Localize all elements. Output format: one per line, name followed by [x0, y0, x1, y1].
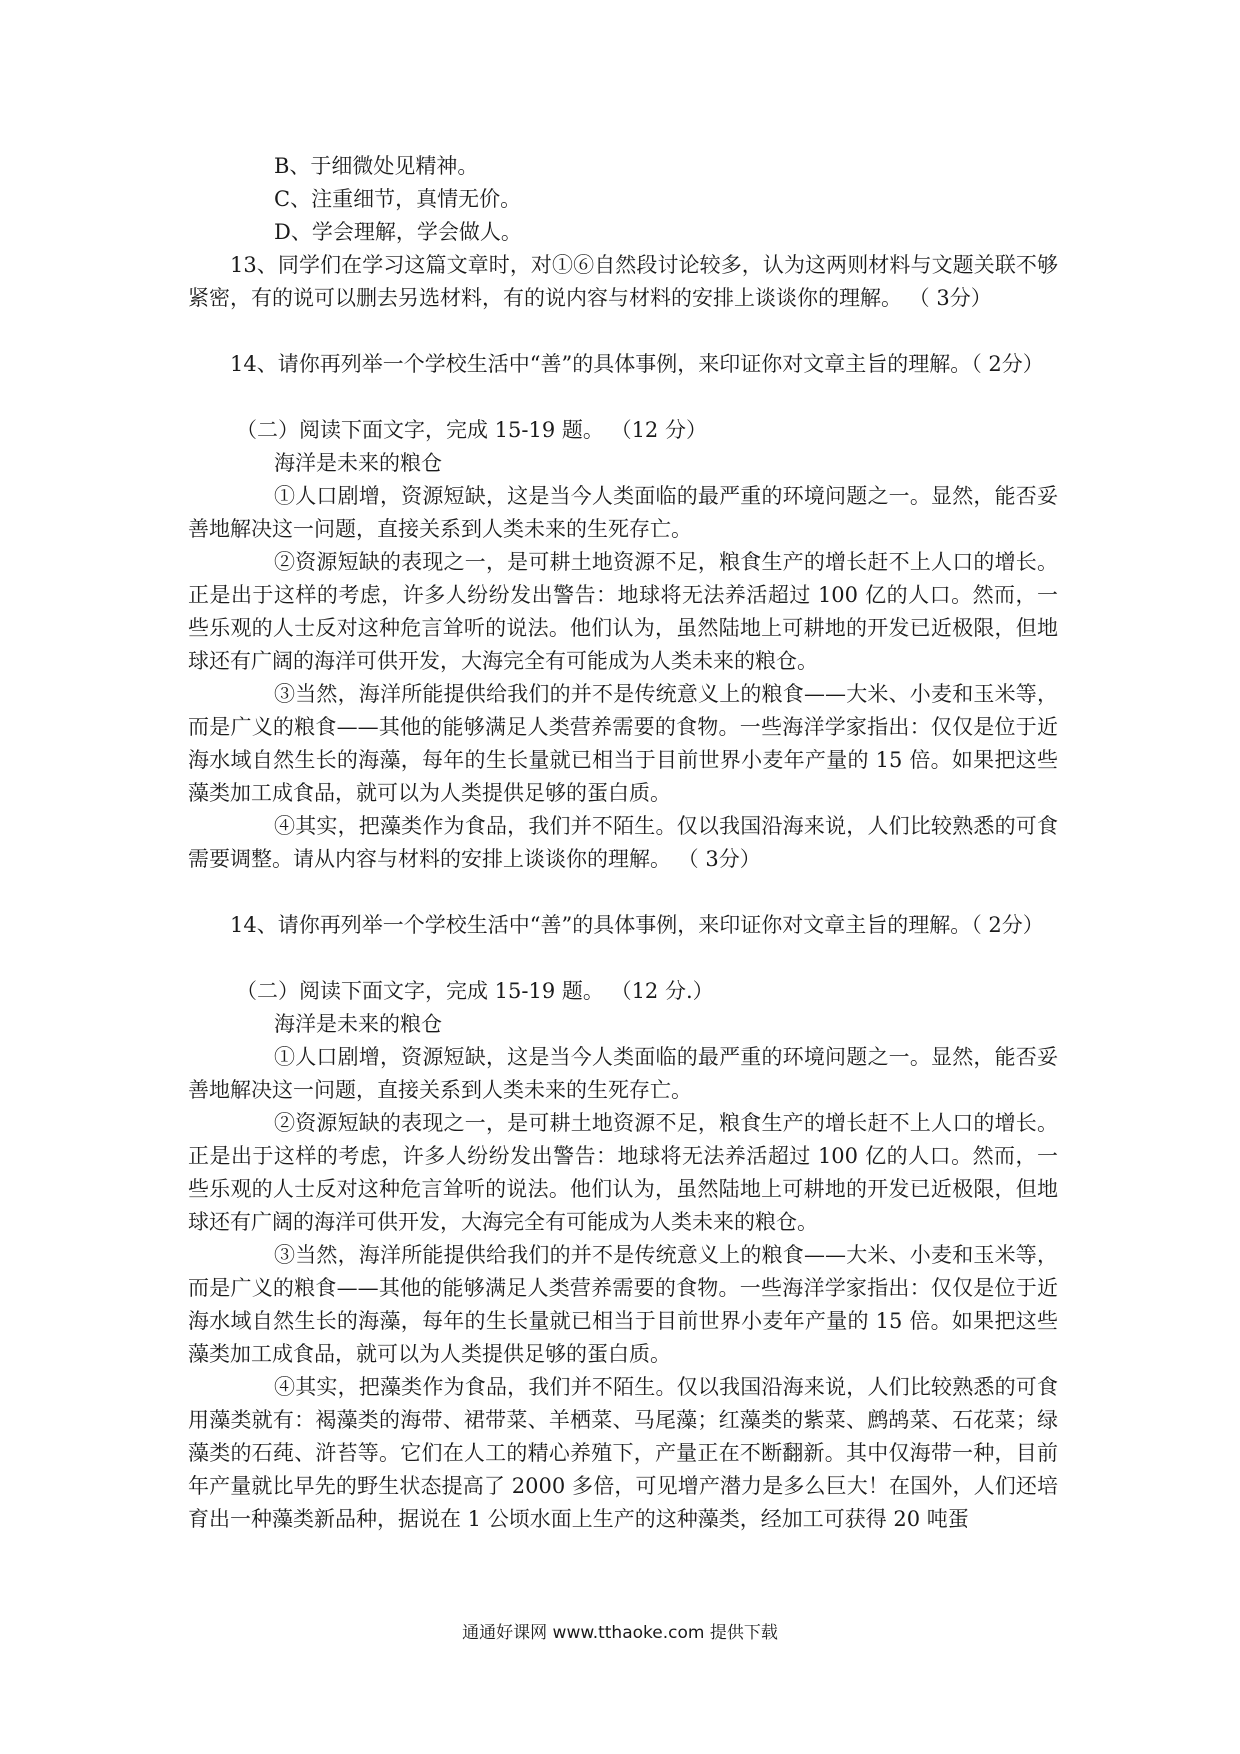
spacer: [188, 315, 1058, 348]
spacer: [188, 876, 1058, 909]
section-heading: （二）阅读下面文字，完成 15-19 题。 （12 分）: [236, 418, 707, 442]
paragraph-3-repeat: ③当然，海洋所能提供给我们的并不是传统意义上的粮食——大米、小麦和玉米等，而是广义的粮食——其他的能够满足人类营养需要的食物。一些海洋学家指出：仅仅是位于近海水域自然生长的海藻，每年的生长量就已相当于目前世界小麦年产量的 15 倍。如果把这些藻类加工成食品，就可以为人类提供足够的蛋白质。: [188, 1243, 1058, 1366]
passage-title-repeat: 海洋是未来的粮仓: [274, 1012, 442, 1036]
paragraph-4: ④其实，把藻类作为食品，我们并不陌生。仅以我国沿海来说，人们比较熟悉的可食需要调整。请从内容与材料的安排上谈谈你的理解。 （ 3分）: [188, 814, 1058, 871]
question-14: 14、请你再列举一个学校生活中“善”的具体事例，来印证你对文章主旨的理解。（ 2分）: [230, 352, 1044, 376]
paragraph-3: ③当然，海洋所能提供给我们的并不是传统意义上的粮食——大米、小麦和玉米等，而是广义的粮食——其他的能够满足人类营养需要的食物。一些海洋学家指出：仅仅是位于近海水域自然生长的海藻，每年的生长量就已相当于目前世界小麦年产量的 15 倍。如果把这些藻类加工成食品，就可以为人类提供足够的蛋白质。: [188, 682, 1058, 805]
question-14-repeat: 14、请你再列举一个学校生活中“善”的具体事例，来印证你对文章主旨的理解。（ 2分）: [230, 913, 1044, 937]
paragraph-1: ①人口剧增，资源短缺，这是当今人类面临的最严重的环境问题之一。显然，能否妥善地解决这一问题，直接关系到人类未来的生死存亡。: [188, 484, 1058, 541]
spacer: [188, 381, 1058, 414]
question-13: 13、同学们在学习这篇文章时，对①⑥自然段讨论较多，认为这两则材料与文题关联不够紧密，有的说可以删去另选材料，有的说内容与材料的安排上谈谈你的理解。 （ 3分）: [188, 253, 1058, 310]
footer-credit: 通通好课网 www.tthaoke.com 提供下载: [462, 1623, 778, 1643]
section-heading-repeat: （二）阅读下面文字，完成 15-19 题。 （12 分.）: [236, 979, 714, 1003]
passage-title: 海洋是未来的粮仓: [274, 451, 442, 475]
option-c: C、注重细节，真情无价。: [274, 187, 522, 211]
spacer: [188, 942, 1058, 975]
paragraph-2-repeat: ②资源短缺的表现之一，是可耕土地资源不足，粮食生产的增长赶不上人口的增长。正是出于这样的考虑，许多人纷纷发出警告：地球将无法养活超过 100 亿的人口。然而，一些乐观的人士反对这种危言耸听的说法。他们认为，虽然陆地上可耕地的开发已近极限，但地球还有广阔的海洋可供开发，大海完全有可能成为人类未来的粮仓。: [188, 1111, 1058, 1234]
paragraph-2: ②资源短缺的表现之一，是可耕土地资源不足，粮食生产的增长赶不上人口的增长。正是出于这样的考虑，许多人纷纷发出警告：地球将无法养活超过 100 亿的人口。然而，一些乐观的人士反对这种危言耸听的说法。他们认为，虽然陆地上可耕地的开发已近极限，但地球还有广阔的海洋可供开发，大海完全有可能成为人类未来的粮仓。: [188, 550, 1058, 673]
paragraph-4-repeat: ④其实，把藻类作为食品，我们并不陌生。仅以我国沿海来说，人们比较熟悉的可食用藻类就有：褐藻类的海带、裙带菜、羊栖菜、马尾藻；红藻类的紫菜、鹧鸪菜、石花菜；绿藻类的石莼、浒苔等。它们在人工的精心养殖下，产量正在不断翻新。其中仅海带一种，目前年产量就比早先的野生状态提高了 2000 多倍，可见增产潜力是多么巨大！在国外，人们还培育出一种藻类新品种，据说在 1 公顷水面上生产的这种藻类，经加工可获得 20 吨蛋: [188, 1375, 1058, 1531]
option-d: D、学会理解，学会做人。: [274, 220, 522, 244]
document-page: [188, 150, 1058, 1536]
paragraph-1-repeat: ①人口剧增，资源短缺，这是当今人类面临的最严重的环境问题之一。显然，能否妥善地解决这一问题，直接关系到人类未来的生死存亡。: [188, 1045, 1058, 1102]
option-b: B、于细微处见精神。: [274, 154, 479, 178]
